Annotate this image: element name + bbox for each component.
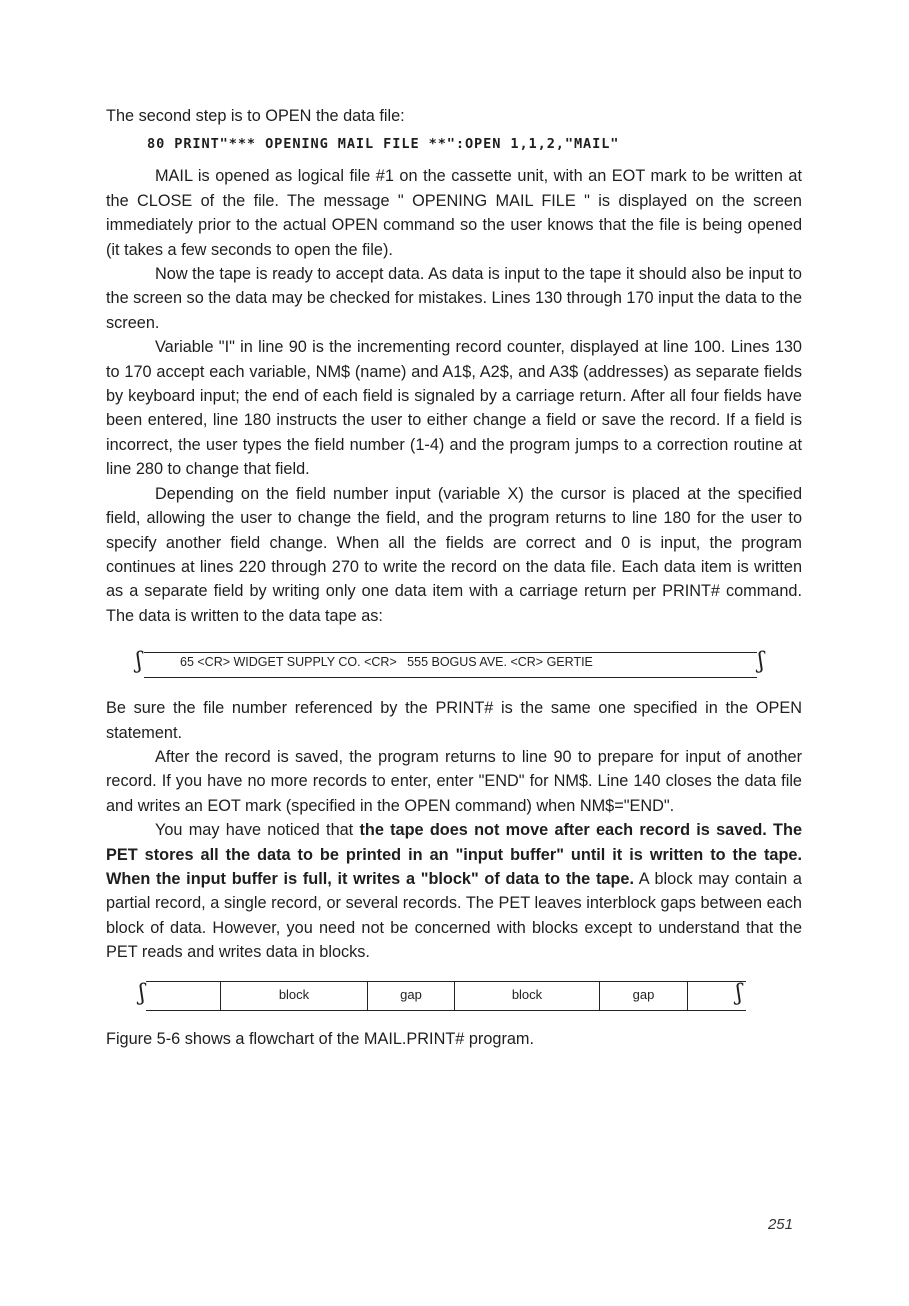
paragraph: Depending on the field number input (variable X) the cursor is placed at the specified field, allowing the user to change the field, and the program returns to line 180 for the user to specify another field change. When all the fields are correct and 0 is input, the program continues at lines 220 through 270 to write the record on the data file. Each data item is written as a separate field by writing only one data item with a carriage return per PRINT# command. The data is written to the data tape as: [106,484,802,625]
gap-cell: gap [368,982,455,1010]
tape-record-diagram [106,648,802,680]
text-bold: the tape does not move after each record is saved. The PET stores all the data to be printed in an "input buffer" until it is written to the tape. When the input buffer is full, it writes a "block" of data to the tape. [106,821,802,888]
intro-text: The second step is to OPEN the data file: [106,107,405,125]
break-mark-right: ʃ [758,649,764,675]
text-lead: You may have noticed that [155,821,360,840]
paragraph: Now the tape is ready to accept data. As data is input to the tape it should also be input to the screen so the data may be checked for mistakes. Lines 130 through 170 input the data to the screen. [106,265,803,332]
paragraph: Be sure the file number referenced by the PRINT# is the same one specified in the OPEN statement. [106,699,802,742]
paragraph: MAIL is opened as logical file #1 on the cassette unit, with an EOT mark to be written at the CLOSE of the file. The message " OPENING MAIL FILE " is displayed on the screen immediately prior to the actual OPEN command so the user knows that the file is being opened (it takes a few seconds to open the file). [106,167,802,259]
figure-caption: Figure 5-6 shows a flowchart of the MAIL.PRINT# program. [106,1029,535,1048]
break-mark-right: ʃ [736,980,742,1006]
text-rest: A block may contain a partial record, a single record, or several records. The PET leaves interblock gaps between each block of data. However, you need not be concerned with blocks except to understand that the PET reads and writes data in blocks. [106,869,802,962]
break-mark-left: ʃ [139,980,145,1006]
page-number: 251 [767,1216,793,1233]
paragraph: After the record is saved, the program returns to line 90 to prepare for input of another record. If you have no more records to enter, enter "END" for NM$. Line 140 closes the data file and writes an EOT mark (specified in the OPEN command) when NM$="END". [106,747,802,815]
tape-edge-top [144,652,757,653]
paragraph-blocks [106,818,802,964]
gap-cell: gap [600,982,688,1010]
block-cell: block [455,982,600,1010]
block-gap-diagram [106,979,802,1013]
block-cell: block [221,982,368,1010]
paragraph: Variable "I" in line 90 is the incrementing record counter, displayed at line 100. Lines 130 to 170 accept each variable, NM$ (name) and A1$, A2$, and A3$ (addresses) as separate fields by keyboard input; the end of each field is signaled by a carriage return. After all four fields have been entered, line 180 instructs the user to either change a field or save the record. If a field is incorrect, the user types the field number (1-4) and the program jumps to a correction routine at line 280 to change that field. [106,338,802,479]
break-mark-left: ʃ [136,649,142,675]
page-body [106,104,802,1051]
tape-edge-bottom [144,677,757,678]
code-line: 80 PRINT"*** OPENING MAIL FILE **":OPEN 1,1,2,"MAIL" [147,136,620,153]
tape-record-text: 65 <CR> WIDGET SUPPLY CO. <CR> 555 BOGUS AVE. <CR> GERTIE [180,655,593,670]
block-cell-empty [146,982,221,1010]
block-row [146,981,746,1011]
